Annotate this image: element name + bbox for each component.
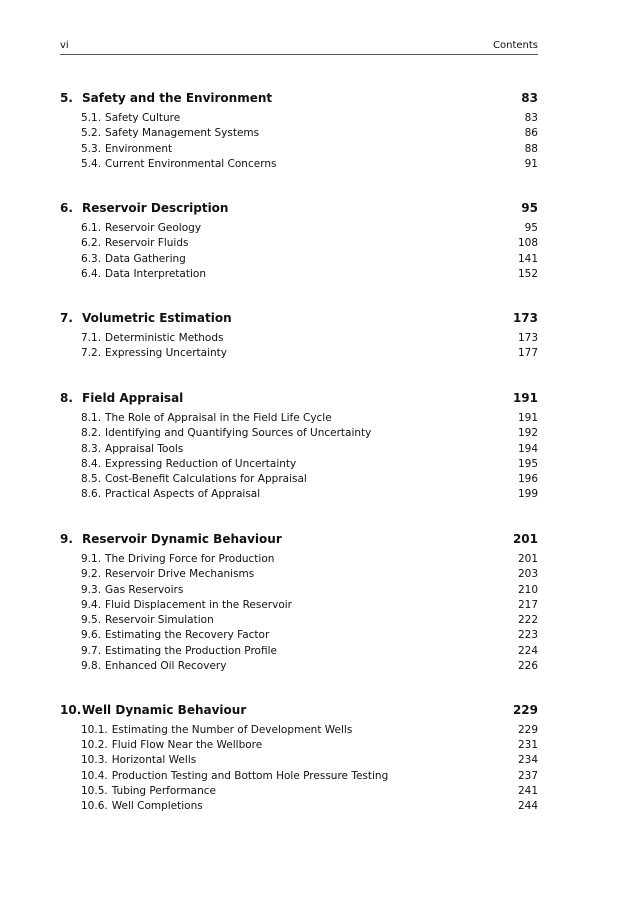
section-page-number: 194: [517, 442, 538, 455]
chapter-heading-left: [60, 87, 272, 109]
chapter-page-number: 229: [512, 702, 538, 717]
chapter-number: 5.: [60, 91, 73, 105]
section-label: [81, 267, 206, 282]
section-entry[interactable]: [60, 552, 538, 567]
section-title: Estimating the Production Profile: [105, 644, 277, 657]
section-label: [81, 457, 296, 472]
section-page-number: 177: [517, 347, 538, 360]
section-title: Current Environmental Concerns: [105, 157, 277, 170]
section-label: [81, 157, 276, 172]
section-label: [81, 426, 371, 441]
chapter-page-number: 83: [521, 91, 538, 105]
chapter-heading-left: [60, 699, 246, 721]
section-list: [60, 331, 538, 362]
section-page-number: 108: [517, 237, 538, 250]
section-page-number: 152: [517, 267, 538, 280]
section-label: [81, 252, 186, 267]
section-title: Deterministic Methods: [105, 331, 224, 344]
chapter-entry: [60, 197, 538, 282]
section-entry[interactable]: [60, 738, 538, 753]
section-list: [60, 111, 538, 172]
section-entry[interactable]: [60, 567, 538, 582]
section-number: 5.3.: [81, 142, 102, 155]
section-entry[interactable]: [60, 457, 538, 472]
chapter-title: Volumetric Estimation: [82, 310, 232, 325]
section-entry[interactable]: [60, 628, 538, 643]
chapter-entry: [60, 528, 538, 674]
section-title: Expressing Reduction of Uncertainty: [105, 457, 297, 470]
page-number: vi: [60, 40, 69, 51]
section-label: [81, 487, 260, 502]
section-number: 8.5.: [81, 473, 102, 486]
chapter-heading[interactable]: [60, 699, 538, 721]
section-page-number: 223: [517, 629, 538, 642]
section-number: 6.2.: [81, 237, 102, 250]
section-number: 5.4.: [81, 157, 102, 170]
chapter-heading[interactable]: [60, 87, 538, 109]
section-label: [81, 723, 352, 738]
section-page-number: 191: [517, 411, 538, 424]
section-number: 5.1.: [81, 112, 102, 124]
section-label: [81, 111, 180, 126]
section-number: 9.6.: [81, 629, 102, 642]
section-entry[interactable]: [60, 411, 538, 426]
chapter-heading[interactable]: [60, 528, 538, 550]
section-title: Fluid Flow Near the Wellbore: [111, 739, 263, 752]
section-number: 7.1.: [81, 331, 102, 344]
section-label: [81, 613, 214, 628]
section-label: [81, 753, 196, 768]
section-title: Reservoir Simulation: [105, 614, 214, 627]
section-entry[interactable]: [60, 723, 538, 738]
chapter-heading[interactable]: [60, 197, 538, 219]
chapter-title: Reservoir Dynamic Behaviour: [82, 531, 282, 546]
section-entry[interactable]: [60, 126, 538, 141]
section-number: 9.8.: [81, 660, 102, 672]
section-entry[interactable]: [60, 487, 538, 502]
section-entry[interactable]: [60, 236, 538, 251]
section-number: 8.4.: [81, 457, 102, 470]
section-title: Safety Management Systems: [105, 127, 260, 140]
section-page-number: 241: [517, 785, 538, 798]
section-title: Data Gathering: [105, 252, 186, 265]
chapter-number: 7.: [60, 310, 73, 325]
section-entry[interactable]: [60, 442, 538, 457]
section-number: 6.3.: [81, 252, 102, 265]
section-title: Estimating the Recovery Factor: [105, 629, 270, 642]
section-number: 5.2.: [81, 127, 102, 140]
section-number: 7.2.: [81, 347, 102, 360]
section-label: [81, 799, 203, 814]
section-page-number: 88: [524, 142, 538, 155]
section-number: 10.2.: [81, 739, 108, 752]
section-number: 10.1.: [81, 723, 108, 736]
section-title: Identifying and Quantifying Sources of Uncertainty: [105, 427, 372, 440]
section-page-number: 237: [517, 769, 538, 782]
section-page-number: 217: [517, 598, 538, 611]
section-label: [81, 784, 216, 799]
chapter-entry: [60, 387, 538, 503]
section-page-number: 91: [524, 157, 538, 170]
section-label: [81, 142, 172, 157]
section-number: 10.4.: [81, 769, 108, 782]
section-page-number: 231: [517, 739, 538, 752]
chapter-title: Reservoir Description: [82, 200, 229, 215]
section-entry[interactable]: [60, 267, 538, 282]
chapter-number: 10.: [60, 702, 82, 717]
section-list: [60, 723, 538, 815]
section-number: 9.3.: [81, 583, 102, 596]
section-title: Practical Aspects of Appraisal: [105, 488, 261, 501]
section-number: 10.6.: [81, 800, 108, 813]
section-label: [81, 221, 201, 236]
section-page-number: 201: [517, 552, 538, 565]
section-page-number: 86: [524, 127, 538, 140]
section-entry[interactable]: [60, 784, 538, 799]
section-title: Environment: [105, 142, 173, 155]
chapter-heading-left: [60, 528, 282, 550]
section-list: [60, 411, 538, 503]
section-title: Production Testing and Bottom Hole Pressure Testing: [111, 769, 389, 782]
section-label: [81, 769, 388, 784]
chapter-page-number: 95: [521, 200, 538, 215]
section-label: [81, 126, 259, 141]
section-title: Reservoir Drive Mechanisms: [105, 568, 255, 581]
section-entry[interactable]: [60, 799, 538, 814]
section-entry[interactable]: [60, 753, 538, 768]
chapter-entry: [60, 699, 538, 815]
section-number: 8.2.: [81, 427, 102, 440]
section-title: Reservoir Geology: [105, 221, 202, 234]
section-entry[interactable]: [60, 613, 538, 628]
section-entry[interactable]: [60, 252, 538, 267]
section-number: 10.5.: [81, 785, 108, 798]
section-number: 9.7.: [81, 644, 102, 657]
section-page-number: 195: [517, 457, 538, 470]
section-page-number: 199: [517, 488, 538, 501]
chapter-title: Well Dynamic Behaviour: [82, 702, 247, 717]
section-title: Estimating the Number of Development Wells: [111, 723, 353, 736]
section-number: 10.3.: [81, 754, 108, 767]
running-title: Contents: [493, 40, 538, 51]
section-title: Expressing Uncertainty: [105, 347, 227, 360]
section-label: [81, 583, 183, 598]
section-title: Fluid Displacement in the Reservoir: [105, 598, 292, 611]
section-page-number: 244: [517, 800, 538, 813]
section-number: 9.4.: [81, 598, 102, 611]
section-title: Well Completions: [111, 800, 203, 813]
section-number: 9.5.: [81, 614, 102, 627]
section-label: [81, 331, 224, 346]
section-title: The Driving Force for Production: [105, 552, 275, 565]
chapter-number: 9.: [60, 531, 73, 546]
section-page-number: 234: [517, 754, 538, 767]
section-page-number: 173: [517, 331, 538, 344]
section-title: Reservoir Fluids: [105, 237, 189, 250]
chapter-heading-left: [60, 387, 183, 409]
chapter-page-number: 173: [512, 310, 538, 325]
section-label: [81, 411, 332, 426]
section-entry[interactable]: [60, 583, 538, 598]
table-of-contents: [60, 87, 538, 815]
section-label: [81, 442, 183, 457]
section-entry[interactable]: [60, 426, 538, 441]
section-page-number: 141: [517, 252, 538, 265]
chapter-page-number: 191: [512, 390, 538, 405]
section-label: [81, 552, 274, 567]
section-page-number: 83: [524, 112, 538, 124]
section-page-number: 229: [517, 723, 538, 736]
section-page-number: 192: [517, 427, 538, 440]
section-title: Tubing Performance: [111, 785, 216, 798]
section-page-number: 203: [517, 568, 538, 581]
section-label: [81, 644, 277, 659]
section-number: 8.6.: [81, 488, 102, 501]
chapter-number: 6.: [60, 200, 73, 215]
section-page-number: 210: [517, 583, 538, 596]
chapter-heading-left: [60, 307, 232, 329]
section-entry[interactable]: [60, 644, 538, 659]
section-title: Appraisal Tools: [105, 442, 184, 455]
section-entry[interactable]: [60, 346, 538, 361]
section-label: [81, 659, 226, 674]
section-entry[interactable]: [60, 331, 538, 346]
section-page-number: 95: [524, 221, 538, 234]
section-page-number: 226: [517, 660, 538, 672]
section-title: Gas Reservoirs: [105, 583, 184, 596]
chapter-entry: [60, 307, 538, 362]
section-entry[interactable]: [60, 472, 538, 487]
section-entry[interactable]: [60, 659, 538, 674]
section-label: [81, 598, 292, 613]
section-list: [60, 552, 538, 674]
section-number: 6.4.: [81, 267, 102, 280]
chapter-heading[interactable]: [60, 307, 538, 329]
section-label: [81, 472, 307, 487]
chapter-entry: [60, 87, 538, 172]
section-title: Cost-Benefit Calculations for Appraisal: [105, 473, 307, 486]
section-page-number: 224: [517, 644, 538, 657]
section-entry[interactable]: [60, 142, 538, 157]
section-page-number: 222: [517, 614, 538, 627]
chapter-title: Field Appraisal: [82, 390, 184, 405]
section-entry[interactable]: [60, 157, 538, 172]
section-number: 9.1.: [81, 552, 102, 565]
section-number: 6.1.: [81, 221, 102, 234]
chapter-title: Safety and the Environment: [82, 91, 273, 105]
section-number: 8.1.: [81, 411, 102, 424]
section-title: Enhanced Oil Recovery: [105, 660, 227, 672]
toc-page: [60, 40, 538, 815]
section-title: The Role of Appraisal in the Field Life Cycle: [105, 411, 332, 424]
section-label: [81, 628, 269, 643]
section-list: [60, 221, 538, 282]
section-number: 9.2.: [81, 568, 102, 581]
section-entry[interactable]: [60, 221, 538, 236]
section-number: 8.3.: [81, 442, 102, 455]
section-title: Safety Culture: [105, 112, 181, 124]
chapter-heading-left: [60, 197, 228, 219]
section-label: [81, 738, 262, 753]
running-header: [60, 40, 538, 55]
section-entry[interactable]: [60, 769, 538, 784]
section-page-number: 196: [517, 473, 538, 486]
section-label: [81, 567, 254, 582]
chapter-number: 8.: [60, 390, 73, 405]
section-entry[interactable]: [60, 598, 538, 613]
section-title: Data Interpretation: [105, 267, 206, 280]
chapter-page-number: 201: [512, 531, 538, 546]
chapter-heading[interactable]: [60, 387, 538, 409]
section-title: Horizontal Wells: [111, 754, 197, 767]
section-entry[interactable]: [60, 111, 538, 126]
section-label: [81, 236, 188, 251]
section-label: [81, 346, 227, 361]
